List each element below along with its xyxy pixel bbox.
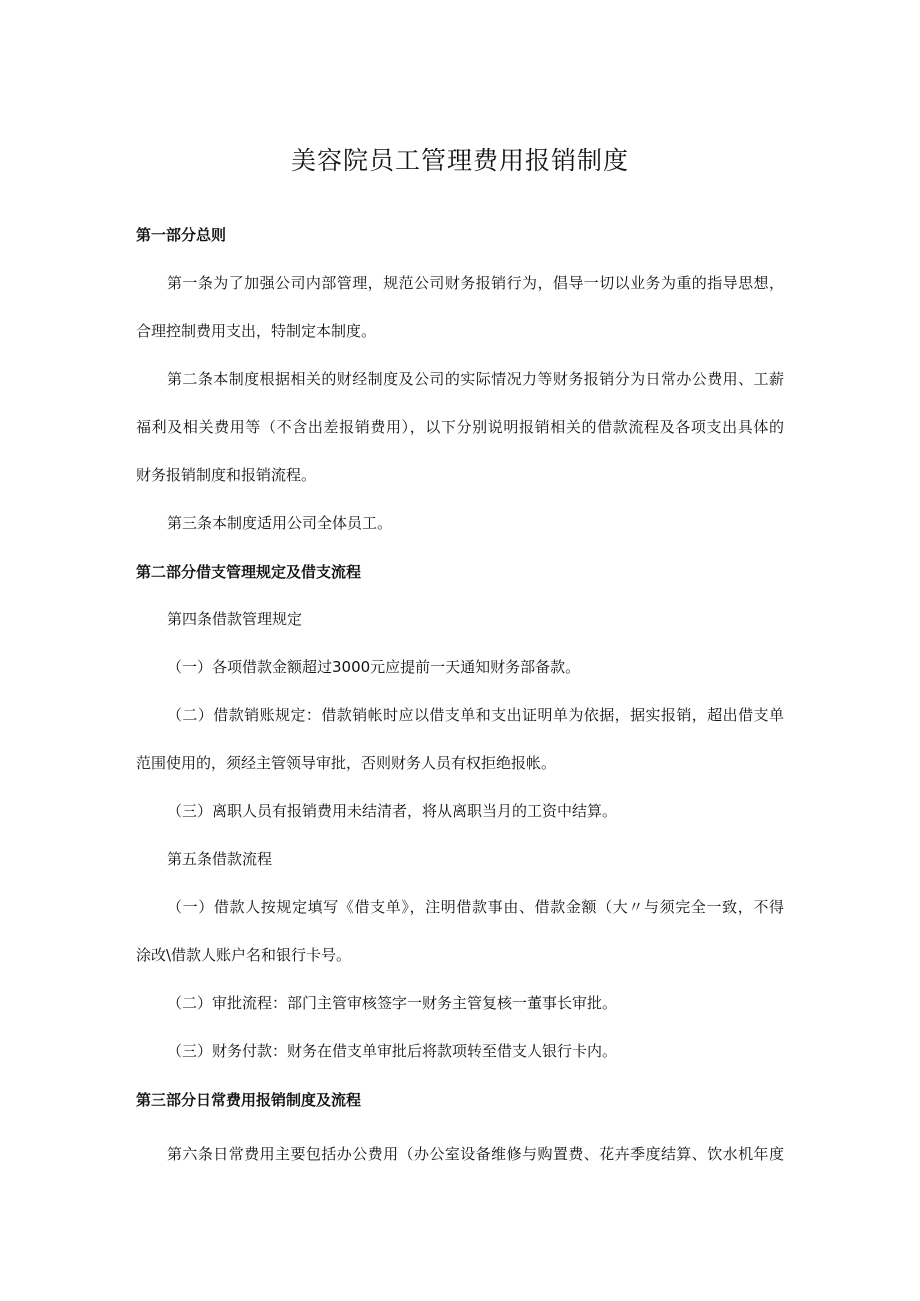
paragraph-article-3: 第三条本制度适用公司全体员工。 <box>167 514 393 532</box>
paragraph-article-2-line-3: 财务报销制度和报销流程。 <box>136 466 317 484</box>
paragraph-article-4-item-2-line-1: （二）借款销账规定：借款销帐时应以借支单和支出证明单为依据，据实报销，超出借支单 <box>167 706 784 724</box>
section-heading-general: 第一部分总则 <box>136 226 227 244</box>
paragraph-article-6-line-1: 第六条日常费用主要包括办公费用（办公室设备维修与购置费、花卉季度结算、饮水机年度 <box>167 1145 784 1163</box>
paragraph-article-4-item-3: （三）离职人员有报销费用未结清者，将从离职当月的工资中结算。 <box>167 802 618 820</box>
paragraph-article-5-item-1-line-2: 涂改\借款人账户名和银行卡号。 <box>136 946 352 964</box>
paragraph-article-5-item-3: （三）财务付款：财务在借支单审批后将款项转至借支人银行卡内。 <box>167 1042 618 1060</box>
paragraph-article-4-item-1: （一）各项借款金额超过3000元应提前一天通知财务部备款。 <box>167 658 581 676</box>
paragraph-article-2-line-2: 福利及相关费用等（不含出差报销费用），以下分别说明报销相关的借款流程及各项支出具体的 <box>136 418 784 436</box>
paragraph-article-1-line-2: 合理控制费用支出，特制定本制度。 <box>136 322 377 340</box>
paragraph-article-5: 第五条借款流程 <box>167 850 273 868</box>
document-title: 美容院员工管理费用报销制度 <box>290 146 629 175</box>
paragraph-article-1-line-1: 第一条为了加强公司内部管理，规范公司财务报销行为，倡导一切以业务为重的指导思想， <box>167 274 784 292</box>
paragraph-article-5-item-1-line-1: （一）借款人按规定填写《借支单》，注明借款事由、借款金额（大〃与须完全一致，不得 <box>167 898 784 916</box>
paragraph-article-4-item-2-line-2: 范围使用的，须经主管领导审批，否则财务人员有权拒绝报帐。 <box>136 754 557 772</box>
paragraph-article-5-item-2: （二）审批流程：部门主管审核签字一财务主管复核一董事长审批。 <box>167 994 618 1012</box>
paragraph-article-2-line-1: 第二条本制度根据相关的财经制度及公司的实际情况力等财务报销分为日常办公费用、工薪 <box>167 370 784 388</box>
section-heading-daily-expense: 第三部分日常费用报销制度及流程 <box>136 1091 362 1109</box>
paragraph-article-4: 第四条借款管理规定 <box>167 610 303 628</box>
section-heading-loan-management: 第二部分借支管理规定及借支流程 <box>136 563 362 581</box>
